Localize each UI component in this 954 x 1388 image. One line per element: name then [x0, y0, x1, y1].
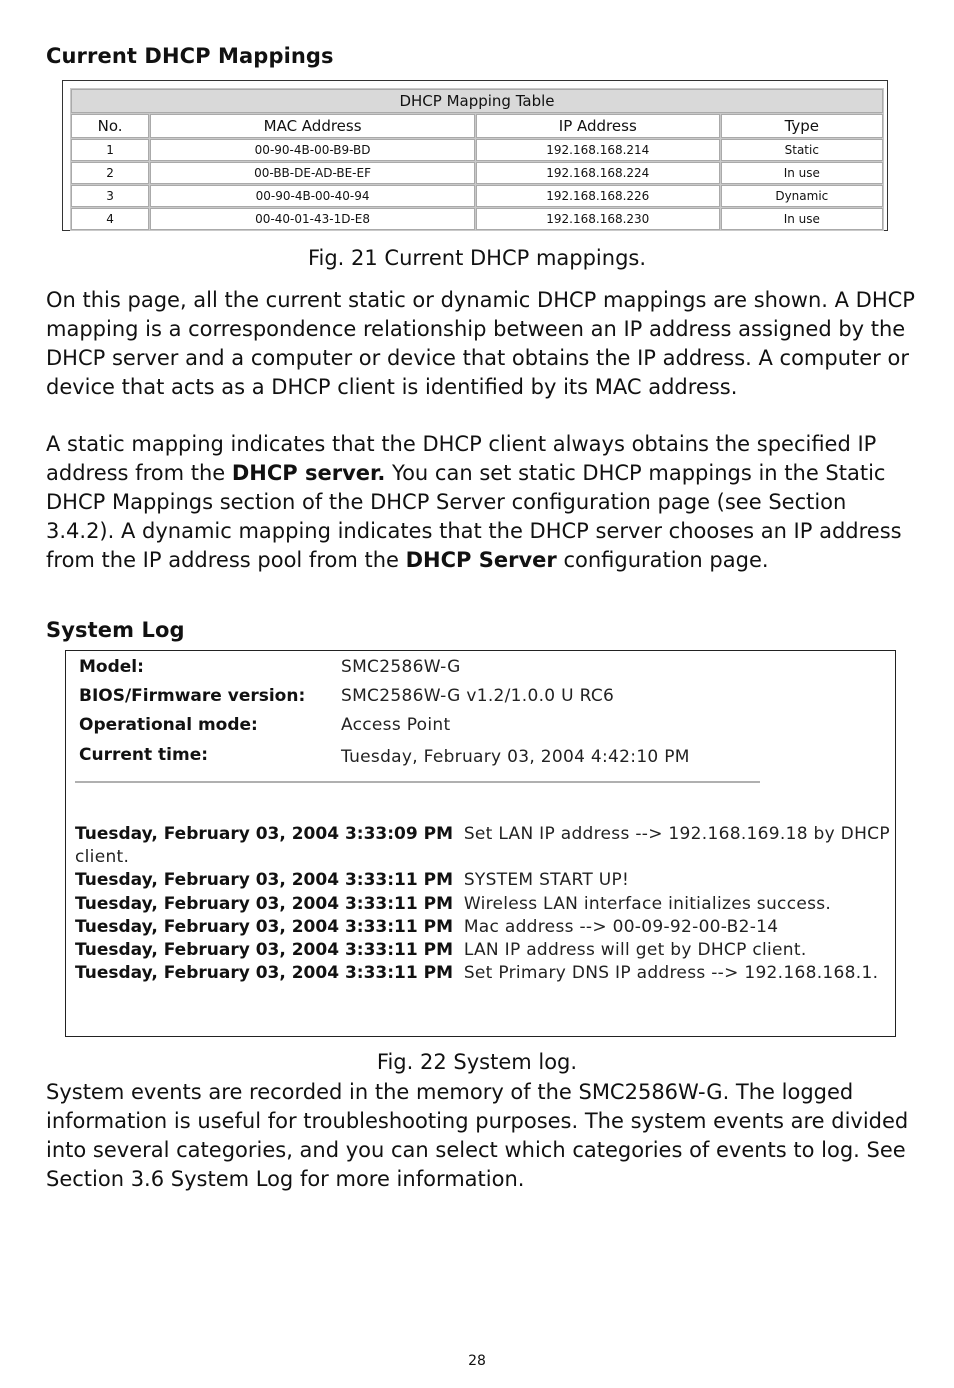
paragraph-text: configuration page. [556, 548, 769, 572]
syslog-section-heading: System Log [46, 618, 185, 642]
log-entry [75, 869, 890, 892]
column-header-mac: MAC Address [150, 114, 475, 138]
log-message: Wireless LAN interface initializes success. [463, 893, 832, 914]
cell-type: In use [721, 162, 883, 184]
system-log-figure [65, 650, 896, 1037]
paragraph-text: A static mapping indicates that the DHCP client always obtains the specified IP address from the [46, 432, 877, 485]
log-message: Set Primary DNS IP address --> 192.168.168.1. [463, 963, 879, 984]
log-timestamp: Tuesday, February 03, 2004 3:33:09 PM [75, 824, 454, 844]
column-header-ip: IP Address [476, 114, 720, 138]
log-entries [75, 823, 890, 985]
cell-no: 1 [71, 139, 149, 161]
cell-mac: 00-90-4B-00-40-94 [150, 185, 475, 207]
table-row [71, 139, 883, 161]
bold-term: DHCP server. [231, 461, 386, 485]
column-header-type: Type [721, 114, 883, 138]
table-row [71, 162, 883, 184]
info-label-mode: Operational mode: [79, 715, 258, 735]
cell-no: 3 [71, 185, 149, 207]
cell-no: 2 [71, 162, 149, 184]
cell-mac: 00-40-01-43-1D-E8 [150, 208, 475, 230]
info-label-model: Model: [79, 657, 144, 677]
info-value-model: SMC2586W-G [341, 657, 461, 677]
cell-no: 4 [71, 208, 149, 230]
log-entry [75, 916, 890, 939]
info-label-time: Current time: [79, 745, 209, 765]
log-entry [75, 939, 890, 962]
page-number: 28 [468, 1353, 486, 1369]
log-message: SYSTEM START UP! [463, 870, 630, 891]
info-value-time: Tuesday, February 03, 2004 4:42:10 PM [341, 747, 690, 767]
dhcp-mapping-figure [62, 80, 888, 231]
figure-caption-22: Fig. 22 System log. [376, 1050, 578, 1074]
cell-ip: 192.168.168.224 [476, 162, 720, 184]
log-timestamp: Tuesday, February 03, 2004 3:33:11 PM [75, 963, 454, 984]
cell-ip: 192.168.168.226 [476, 185, 720, 207]
log-message: Set LAN IP address --> 192.168.169.18 by DHCP client. [75, 824, 890, 868]
info-value-firmware: SMC2586W-G v1.2/1.0.0 U RC6 [341, 686, 615, 706]
cell-type: Static [721, 139, 883, 161]
log-entry [75, 893, 890, 916]
cell-type: In use [721, 208, 883, 230]
log-timestamp: Tuesday, February 03, 2004 3:33:11 PM [75, 893, 454, 914]
log-message: Mac address --> 00-09-92-00-B2-14 [463, 916, 779, 937]
log-message: LAN IP address will get by DHCP client. [463, 940, 807, 961]
log-timestamp: Tuesday, February 03, 2004 3:33:11 PM [75, 940, 454, 961]
cell-mac: 00-BB-DE-AD-BE-EF [150, 162, 475, 184]
column-header-no: No. [71, 114, 149, 138]
log-divider [75, 781, 760, 783]
bold-term: DHCP Server [405, 548, 557, 572]
paragraph-system-events: System events are recorded in the memory of the SMC2586W-G. The logged information is useful for troubleshooting purposes. The system events are divided into several categories, and you can select which categories of events to log. See Section 3.6 System Log for more information. [46, 1080, 909, 1191]
cell-ip: 192.168.168.230 [476, 208, 720, 230]
log-entry [75, 823, 890, 869]
dhcp-section-heading: Current DHCP Mappings [46, 44, 334, 68]
log-timestamp: Tuesday, February 03, 2004 3:33:11 PM [75, 916, 454, 937]
paragraph-text: You can set static DHCP mappings in the Static DHCP Mappings section of the DHCP Server configuration page (see Section 3.4.2). A dynamic mapping indicates that the DHCP server chooses an IP address from the IP address pool from the [46, 461, 902, 572]
paragraph-static-mapping [46, 430, 916, 575]
table-title: DHCP Mapping Table [71, 89, 883, 113]
info-label-firmware: BIOS/Firmware version: [79, 686, 306, 706]
cell-mac: 00-90-4B-00-B9-BD [150, 139, 475, 161]
log-entry [75, 962, 890, 985]
table-row [71, 208, 883, 230]
log-timestamp: Tuesday, February 03, 2004 3:33:11 PM [75, 870, 454, 891]
cell-type: Dynamic [721, 185, 883, 207]
paragraph-dhcp-intro: On this page, all the current static or dynamic DHCP mappings are shown. A DHCP mapping is a correspondence relationship between an IP address assigned by the DHCP server and a computer or device that obtains the IP address. A computer or device that acts as a DHCP client is identified by its MAC address. [46, 288, 915, 399]
info-value-mode: Access Point [341, 715, 451, 735]
table-row [71, 185, 883, 207]
cell-ip: 192.168.168.214 [476, 139, 720, 161]
figure-caption-21: Fig. 21 Current DHCP mappings. [307, 246, 647, 270]
dhcp-mapping-table [70, 88, 884, 231]
